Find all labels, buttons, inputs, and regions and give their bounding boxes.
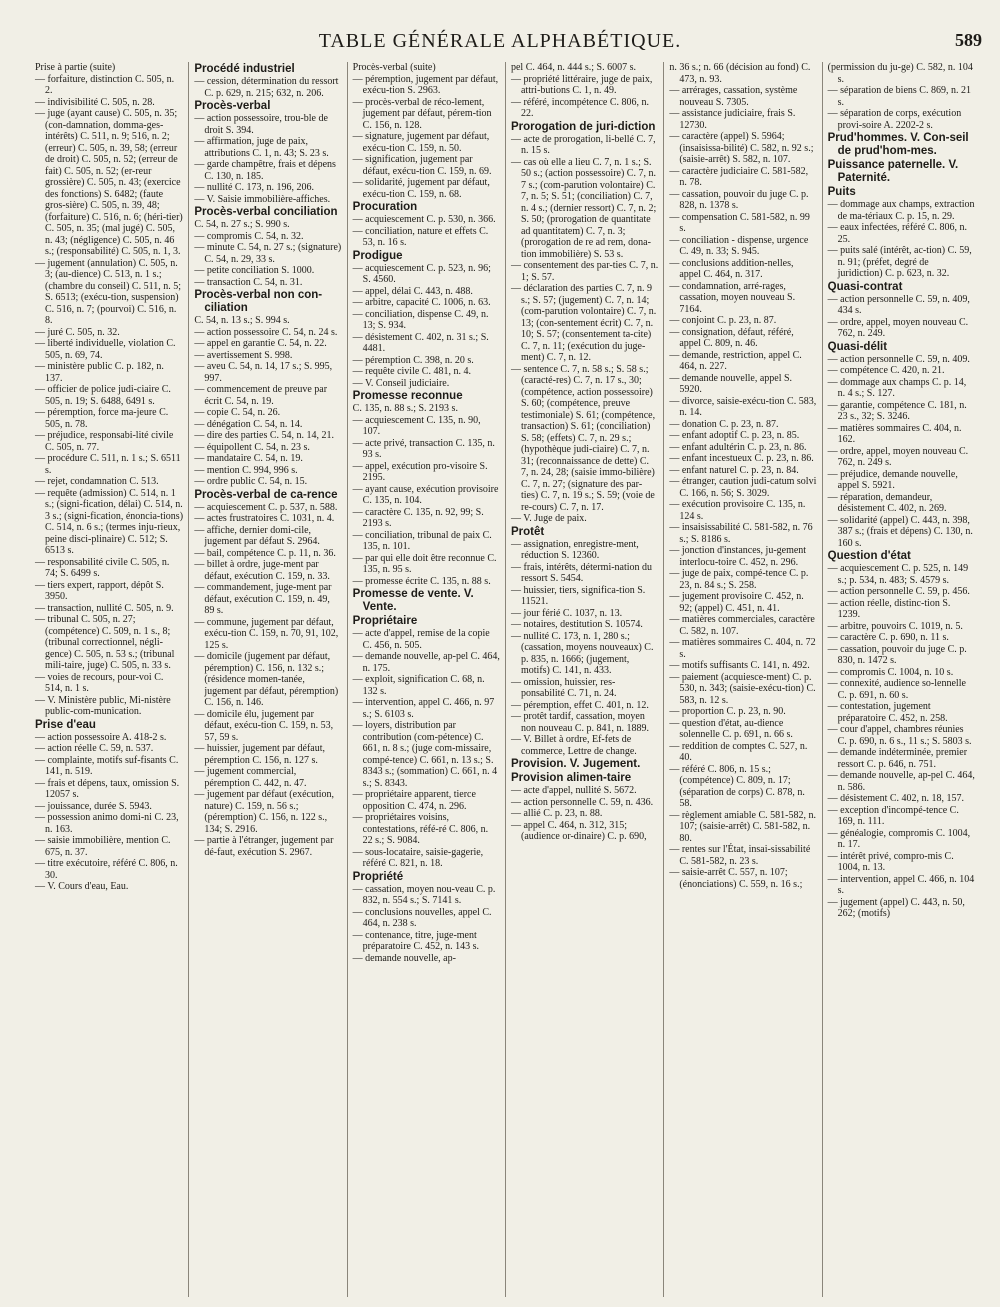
index-entry: — acquiescement C. p. 525, n. 149 s.; p. 534, n. 483; S. 4579 s. [827,563,969,586]
index-entry: — péremption C. 398, n. 20 s. [352,354,474,366]
index-entry: — caractère C. 135, n. 92, 99; S. 2193 s. [352,506,484,529]
index-entry: — séparation de corps, exécution provi-soire A. 2202-2 s. [827,108,962,131]
index-entry: — demande nouvelle, ap-pel C. 464, n. 175. [352,651,500,674]
index-entry: — conclusions addition-nelles, appel C. 464, n. 317. [669,257,794,280]
index-entry: — arbitre, pouvoirs C. 1019, n. 5. [827,620,963,632]
index-entry: — avertissement S. 998. [194,349,293,361]
index-entry: — V. Saisie immobilière-affiches. [194,193,331,205]
index-entry: — sous-locataire, saisie-gagerie, référé C. 821, n. 18. [352,846,484,869]
index-entry: — frais et dépens, taux, omission S. 12057 s. [35,777,180,800]
index-entry: — saisie-arrêt C. 557, n. 107; (énonciations) C. 559, n. 16 s.; [669,867,803,890]
index-entry: — étranger, caution judi-catum solvi C. 166, n. 56; S. 3029. [669,476,817,499]
index-entry: — action réelle, distinc-tion S. 1239. [827,597,951,620]
index-entry: — bail, compétence C. p. 11, n. 36. [194,547,336,559]
index-entry: — caractère (appel) S. 5964; (insaisissa-bilité) C. 582, n. 92 s.; (saisie-arrêt) S. 582, n. 107. [669,131,814,165]
index-entry: — demande nouvelle, ap- [352,952,456,964]
index-entry: — péremption, force ma-jeure C. 505, n. 78. [35,407,169,430]
index-entry: — propriétaire apparent, tierce opposition C. 474, n. 296. [352,789,476,812]
index-entry: — loyers, distribution par contribution (com-pétence) C. 661, n. 8 s.; (juge com-missaire, compé-tence) C. 661, n. 13 s.; S. 8343 s.; (sommation) C. 661, n. 4 s.; S. 8343. [352,720,498,789]
index-entry: — demande, restriction, appel C. 464, n. 227. [669,349,802,372]
index-heading: Prodigue [352,249,403,262]
index-entry: — action personnelle C. 59, p. 456. [827,586,970,597]
index-entry: — huissier, tiers, significa-tion S. 11521. [510,584,646,607]
index-column [822,62,980,1297]
index-entry: — domicile élu, jugement par défaut, exécu-tion C. 159, n. 53, 57, 59 s. [194,708,334,743]
index-entry: — acte d'appel, nullité S. 5672. [510,785,637,796]
index-entry: — garantie, compétence C. 181, n. 23 s., 32; S. 3246. [827,399,967,422]
index-entry: — action personnelle C. 59, n. 409. [827,353,970,365]
index-entry: — notaires, destitution S. 10574. [510,619,643,630]
index-entry: — ordre, appel, moyen nouveau C. 762, n. 249. [827,316,969,339]
index-entry: — jour férié C. 1037, n. 13. [510,607,623,619]
index-entry: — conjoint C. p. 23, n. 87. [669,315,777,326]
index-entry: — connexité, audience so-lennelle C. p. 691, n. 60 s. [827,678,966,701]
index-entry: — petite conciliation S. 1000. [194,265,315,276]
index-entry: — enfant incestueux C. p. 23, n. 86. [669,453,814,464]
index-entry: — acquiescement C. p. 523, n. 96; S. 4560. [352,262,491,285]
index-entry: — responsabilité civile C. 505, n. 74; S. 6499 s. [35,556,170,579]
index-entry: — rejet, condamnation C. 513. [35,476,159,487]
index-entry: — affiche, dernier domi-cile, jugement par défaut S. 2964. [194,524,320,547]
index-entry: — question d'état, au-dience solennelle C. p. 691, n. 66 s. [669,717,793,740]
index-entry: — procès-verbal de réco-lement, jugement par défaut, pérem-tion C. 156, n. 128. [352,96,492,131]
index-entry: — complainte, motifs suf-fisants C. 141, n. 519. [35,754,179,777]
index-column [30,62,188,1297]
index-column [188,62,346,1297]
index-entry: — acquiescement C. p. 537, n. 588. [194,501,338,513]
index-entry: — huissier, jugement par défaut, péremption C. 156, n. 127 s. [194,743,326,766]
index-heading: Procès-verbal non con-ciliation [194,289,323,314]
index-entry: — contenance, titre, juge-ment préparatoire C. 452, n. 143 s. [352,929,480,952]
index-entry: — juge (ayant cause) C. 505, n. 35; (con-damnation, domma-ges-intérêts) C. 511, n. 9; 516, n. 2; (erreur) C. 505, n. 39, 58; (erreur de droit) C. 505, n. 52; (erreur de fait) C. 505, n. 52; (er-reur grossière) C. 505, n. 43; (exercice des fonctions) S. 6482; (faute gros-sière) C. 505, n. 39, 48; (forfaiture) C. 516, n. 6; (héri-tier) C. 505, n. 35; (mal jugé) C. 505, n. 43; (négligence) C. 505, n. 46 s.; (responsabilité) C. 505, n. 1, 3. [35,108,183,257]
index-entry: — nullité C. 173, n. 196, 206. [194,182,315,193]
index-entry: — rentes sur l'État, insai-sissabilité C. 581-582, n. 23 s. [669,844,811,867]
index-entry: — consentement des par-ties C. 7, n. 1; S. 57. [510,260,659,283]
index-entry: — titre exécutoire, référé C. 806, n. 30. [35,858,178,881]
index-entry: — référé C. 806, n. 15 s.; (compétence) C. 809, n. 17; (séparation de corps) C. 878, n. 58. [669,763,805,809]
index-entry: — insaisissabilité C. 581-582, n. 76 s.; S. 8186 s. [669,522,813,545]
index-entry: — déclaration des parties C. 7, n. 9 s.; S. 57; (jugement) C. 7, n. 14; (com-parution volontaire) C. 7, n. 13; (con-sentement écrit) C. 7, n. 10; S. 57; (consentement ta-cite) C. 7, n. 11; (exécution du juge-ment) C. 7, n. 12. [510,283,657,363]
index-entry: — exception d'incompé-tence C. 169, n. 111. [827,804,959,827]
index-heading: Quasi-délit [827,340,888,353]
index-entry: — solidarité (appel) C. 443, n. 398, 387 s.; (frais et dépens) C. 130, n. 160 s. [827,514,973,549]
index-entry: — jouissance, durée S. 5943. [35,800,152,812]
index-entry: — omission, huissier, res-ponsabilité C. 71, n. 24. [510,676,617,699]
index-entry: — désistement C. 402, n. 31 s.; S. 4481. [352,331,489,354]
index-entry: — enfant adoptif C. p. 23, n. 85. [669,430,800,441]
index-entry: — ministère public C. p. 182, n. 137. [35,361,164,384]
index-entry: — intervention, appel C. 466, n. 104 s. [827,873,975,896]
index-entry: — matières commerciales, caractère C. 582, n. 107. [669,614,815,637]
index-entry: — mandataire C. 54, n. 19. [194,453,303,464]
index-entry: — cassation, pouvoir du juge C. p. 830, n. 1472 s. [827,643,967,666]
index-heading: Procuration [352,201,418,213]
index-entry: — ayant cause, exécution provisoire C. 135, n. 104. [352,483,499,506]
index-entry: — donation C. p. 23, n. 87. [669,418,779,430]
index-entry: — puits salé (intérêt, ac-tion) C. 59, n. 91; (préfet, degré de juridiction) C. p. 623, n. 32. [827,245,972,279]
page-title: TABLE GÉNÉRALE ALPHABÉTIQUE. [318,30,682,52]
index-entry: — tiers expert, rapport, dépôt S. 3950. [35,579,164,602]
index-entry: — eaux infectées, référé C. 806, n. 25. [827,222,968,245]
index-entry: — arbitre, capacité C. 1006, n. 63. [352,297,491,308]
index-entry: — arrérages, cassation, système nouveau S. 7305. [669,85,798,108]
index-entry: — partie à l'étranger, jugement par dé-faut, exécution S. 2967. [194,835,334,858]
index-entry: — exécution provisoire C. 135, n. 124 s. [669,499,806,522]
index-entry: — appel, exécution pro-visoire S. 2195. [352,460,488,483]
index-heading: Question d'état [827,550,911,562]
index-entry: — garde champêtre, frais et dépens C. 130, n. 185. [194,159,336,182]
index-entry: — V. Billet à ordre, Ef-fets de commerce, Lettre de change. [510,734,637,757]
index-entry: — jugement (annulation) C. 505, n. 3; (au-dience) C. 513, n. 1 s.; (chambre du conseil) C. 511, n. 5; S. 6513; (exécu-tion, suspension) C. 516, n. 7; (pourvoi) C. 516, n. 8. [35,257,181,326]
index-entry: — appel en garantie C. 54, n. 22. [194,338,327,349]
index-entry: — tribunal C. 505, n. 27; (compétence) C. 509, n. 1 s., 8; (tribunal correctionnel, négli-gence) C. 505, n. 53 s.; (tribunal mili-taire, juge) C. 505, n. 33 s. [35,614,175,671]
index-entry: — cour d'appel, chambres réunies C. p. 690, n. 6 s., 11 s.; S. 5803 s. [827,724,972,747]
index-entry: — appel, délai C. 443, n. 488. [352,285,473,297]
index-entry: — V. Juge de paix. [510,513,587,524]
index-entry: — action réelle C. 59, n. 537. [35,743,154,754]
index-entry: — sentence C. 7, n. 58 s.; S. 58 s.; (caracté-res) C. 7, n. 17 s., 30; (compétence, action possessoire) S. 60; (compétence, preuve testimoniale) S. 61; (compétence, transaction) S. 61; (conciliation) S. 58; (effets) C. 7, n. 29 s.; (hypothèque judi-ciaire) C. 7, n. 31; (reconnaissance de dette) C. 7, n. 24, 28; (saisie immo-bilière) C. 7, n. 27; (signature des par-ties) C. 7, n. 19 s.; S. 59; (voie de re-cours) C. 7, n. 17. [510,363,656,513]
index-heading: Procès-verbal [194,100,271,112]
index-entry: — acquiescement C. p. 530, n. 366. [352,214,496,225]
index-entry: — transaction C. 54, n. 31. [194,276,303,288]
index-entry: — requête (admission) C. 514, n. 1 s.; (signi-fication, délai) C. 514, n. 3 s.; (signi-fication, énoncia-tions) C. 514, n. 6 s.; (termes inju-rieux, peine disci-plinaire) C. 512; S. 6513 s. [35,487,184,556]
index-entry: — acte d'appel, remise de la copie C. 456, n. 505. [352,628,490,651]
index-entry: — préjudice, demande nouvelle, appel S. 5921. [827,468,958,491]
index-entry: — protêt tardif, cassation, moyen non nouveau C. p. 841, n. 1889. [510,711,650,734]
index-heading: Propriété [352,870,404,883]
index-entry: — action possessoire, trou-ble de droit S. 394. [194,113,328,136]
index-columns [30,62,980,1297]
index-entry: — promesse écrite C. 135, n. 88 s. [352,575,491,587]
index-entry: — commencement de preuve par écrit C. 54, n. 19. [194,384,328,407]
index-entry: Prise à partie (suite) [35,62,116,73]
index-entry: C. 135, n. 88 s.; S. 2193 s. [352,403,458,414]
index-entry: — motifs suffisants C. 141, n. 492. [669,660,810,671]
index-entry: — propriété littéraire, juge de paix, attri-butions C. 1, n. 49. [510,73,653,96]
index-entry: — compromis C. 54, n. 32. [194,230,304,242]
index-heading: Puits [827,186,856,198]
index-entry: — transaction, nullité C. 505, n. 9. [35,602,174,614]
index-entry: — demande nouvelle, ap-pel C. 464, n. 586. [827,770,975,793]
index-entry: Procès-verbal (suite) [352,62,436,73]
index-entry: — cassation, pouvoir du juge C. p. 828, n. 1378 s. [669,188,809,211]
index-column [505,62,663,1297]
index-entry: — affirmation, juge de paix, attributions C. 1, n. 43; S. 23 s. [194,136,329,159]
index-entry: — mention C. 994, 996 s. [194,464,298,476]
index-entry: — actes frustratoires C. 1031, n. 4. [194,513,335,524]
index-entry: n. 36 s.; n. 66 (décision au fond) C. 473, n. 93. [669,62,811,85]
index-entry: — billet à ordre, juge-ment par défaut, exécution C. 159, n. 33. [194,559,330,582]
page-header [0,30,1000,54]
index-heading: Prise d'eau [35,718,96,731]
index-entry: — enfant adultérin C. p. 23, n. 86. [669,441,807,453]
index-entry: C. 54, n. 13 s.; S. 994 s. [194,315,290,326]
index-entry: — liberté individuelle, violation C. 505, n. 69, 74. [35,338,176,361]
index-entry: — jugement provisoire C. 452, n. 92; (appel) C. 451, n. 41. [669,591,804,614]
index-entry: — cas où elle a lieu C. 7, n. 1 s.; S. 50 s.; (action possessoire) C. 7, n. 7 s.; (com-parution volontaire) C. 7, n. 5; S. 51; (conciliation) C. 7, n. 4 s.; (dernier ressort) C. 7, n. 2; S. 50; (prorogation de quantitate ad quantitatem) C. 7, n. 3; (prorogation de re ad rem, dona-tion immobilière) S. 53 s. [510,156,657,260]
index-entry: — cession, détermination du ressort C. p. 629, n. 215; 632, n. 206. [194,76,339,99]
index-heading: Propriétaire [352,615,418,627]
index-entry: — désistement C. 402, n. 18, 157. [827,793,965,804]
index-entry: — généalogie, compromis C. 1004, n. 17. [827,827,971,850]
index-entry: — jugement commercial, péremption C. 442, n. 47. [194,766,307,789]
index-entry: — compromis C. 1004, n. 10 s. [827,666,954,678]
index-entry: pel C. 464, n. 444 s.; S. 6007 s. [510,62,636,73]
index-entry: — divorce, saisie-exécu-tion C. 583, n. 14. [669,395,817,418]
index-entry: — équipollent C. 54, n. 23 s. [194,441,310,453]
index-entry: — exploit, signification C. 68, n. 132 s. [352,674,485,697]
index-heading: Quasi-contrat [827,280,903,293]
index-entry: — V. Cours d'eau, Eau. [35,881,129,892]
index-entry: — copie C. 54, n. 26. [194,407,281,418]
index-entry: — aveu C. 54, n. 14, 17 s.; S. 995, 997. [194,361,333,384]
index-entry: — paiement (acquiesce-ment) C. p. 530, n. 343; (saisie-exécu-tion) C. 583, n. 12 s. [669,671,816,706]
index-entry: — nullité C. 173, n. 1, 280 s.; (cassation, moyens nouveaux) C. p. 835, n. 1666; (jugement, motifs) C. 141, n. 433. [510,630,654,676]
index-entry: — par qui elle doit être reconnue C. 135, n. 95 s. [352,552,497,575]
index-heading: Provision. V. Jugement. [510,758,641,770]
index-entry: — jonction d'instances, ju-gement interlocu-toire C. 452, n. 296. [669,545,807,568]
index-heading: Prorogation de juri-diction [510,120,656,133]
index-heading: Procédé industriel [194,63,295,75]
index-entry: — V. Conseil judiciaire. [352,377,450,389]
index-entry: — compétence C. 420, n. 21. [827,365,945,376]
index-entry: — requête civile C. 481, n. 4. [352,366,471,377]
index-entry: — assignation, enregistre-ment, réduction S. 12360. [510,538,639,561]
index-entry: — juré C. 505, n. 32. [35,326,120,338]
index-entry: — enfant naturel C. p. 23, n. 84. [669,464,799,476]
index-entry: — dommage aux champs C. p. 14, n. 4 s.; S. 127. [827,376,967,399]
index-entry: — dire des parties C. 54, n. 14, 21. [194,430,335,441]
index-column [347,62,505,1297]
index-entry: — action personnelle C. 59, n. 436. [510,796,654,808]
index-entry: — caractère judiciaire C. 581-582, n. 78. [669,165,809,188]
index-entry: — commune, jugement par défaut, exécu-tion C. 159, n. 70, 91, 102, 125 s. [194,616,339,651]
index-entry: — jugement par défaut (exécution, nature) C. 159, n. 56 s.; (péremption) C. 156, n. 122 s., 134; S. 2916. [194,789,334,835]
index-entry: — matières sommaires C. 404, n. 162. [827,422,962,445]
index-entry: — préjudice, responsabi-lité civile C. 505, n. 77. [35,430,174,453]
index-entry: — demande indéterminée, premier ressort C. p. 646, n. 751. [827,747,968,770]
index-entry: — minute C. 54, n. 27 s.; (signature) C. 54, n. 29, 33 s. [194,242,342,265]
index-entry: — possession animo domi-ni C. 23, n. 163. [35,812,179,835]
index-entry: — cassation, moyen nou-veau C. p. 832, n. 554 s.; S. 7141 s. [352,883,496,906]
index-heading: Procès-verbal conciliation [194,206,338,218]
index-entry: — solidarité, jugement par défaut, exécu-tion C. 159, n. 68. [352,177,490,200]
index-heading: Prud'hommes. V. Con-seil de prud'hom-mes. [827,132,969,157]
index-entry: — conciliation - dispense, urgence C. 49, n. 33; S. 945. [669,234,809,257]
index-entry: — reddition de comptes C. 527, n. 40. [669,740,808,763]
index-entry: — acte de prorogation, li-bellé C. 7, n. 15 s. [510,133,656,156]
index-entry: — voies de recours, pour-voi C. 514, n. 1 s. [35,671,164,694]
index-entry: — indivisibilité C. 505, n. 28. [35,96,155,108]
index-entry: — V. Ministère public, Mi-nistère public-com-munication. [35,694,171,717]
index-heading: Provision alimen-taire [510,772,632,784]
index-entry: — propriétaires voisins, contestations, réfé-ré C. 806, n. 22 s.; S. 9084. [352,812,489,846]
index-entry: — péremption, effet C. 401, n. 12. [510,699,649,711]
index-entry: — compensation C. 581-582, n. 99 s. [669,211,810,234]
index-entry: — domicile (jugement par défaut, péremption) C. 156, n. 132 s.; (résidence momen-tanée, jugement par défaut, péremption) C. 156, n. 146. [194,651,339,708]
index-entry: — contestation, jugement préparatoire C. 452, n. 258. [827,701,948,724]
index-entry: — allié C. p. 23, n. 88. [510,808,603,819]
index-entry: — commandement, juge-ment par défaut, exécution C. 159, n. 49, 89 s. [194,582,332,616]
index-entry: — caractère C. p. 690, n. 11 s. [827,632,949,643]
index-entry: — dénégation C. 54, n. 14. [194,418,303,430]
index-entry: — procédure C. 511, n. 1 s.; S. 6511 s. [35,453,181,476]
index-entry: — séparation de biens C. 869, n. 21 s. [827,85,971,108]
index-entry: — frais, intérêts, détermi-nation du ressort S. 5454. [510,561,653,584]
index-entry: — condamnation, arré-rages, cassation, moyen nouveau S. 7164. [669,280,796,315]
index-entry: — demande nouvelle, appel S. 5920. [669,372,793,395]
index-entry: — réparation, demandeur, désistement C. 402, n. 269. [827,491,947,514]
index-entry: — proportion C. p. 23, n. 90. [669,706,786,717]
index-entry: — forfaiture, distinction C. 505, n. 2. [35,73,175,96]
page-number: 589 [955,30,982,50]
index-entry: — référé, incompétence C. 806, n. 22. [510,96,649,119]
index-heading: Procès-verbal de ca-rence [194,488,338,501]
index-entry: — consignation, défaut, référé, appel C. 809, n. 46. [669,326,794,349]
index-heading: Protêt [510,525,545,538]
index-entry: — officier de police judi-ciaire C. 505, n. 19; S. 6488, 6491 s. [35,384,171,407]
index-entry: — acquiescement C. 135, n. 90, 107. [352,414,481,437]
index-entry: — matières sommaires C. 404, n. 72 s. [669,637,816,660]
index-heading: Promesse de vente. V. Vente. [352,588,474,613]
index-entry: — action personnelle C. 59, n. 409, 434 s. [827,293,970,316]
index-entry: — assistance judiciaire, frais S. 12730. [669,108,796,131]
index-heading: Promesse reconnue [352,390,463,402]
index-column [663,62,821,1297]
index-entry: — intérêt privé, compro-mis C. 1004, n. 13. [827,850,954,873]
index-entry: — signature, jugement par défaut, exécu-tion C. 159, n. 50. [352,131,490,154]
index-heading: Puissance paternelle. V. Paternité. [827,159,959,184]
index-entry: — acte privé, transaction C. 135, n. 93 s. [352,437,495,460]
index-entry: — signification, jugement par défaut, exécu-tion C. 159, n. 69. [352,154,492,177]
index-entry: — conciliation, dispense C. 49, n. 13; S. 934. [352,308,489,331]
index-entry: — conclusions nouvelles, appel C. 464, n. 238 s. [352,906,492,929]
index-entry: — conciliation, tribunal de paix C. 135, n. 101. [352,529,492,552]
index-entry: — saisie immobilière, mention C. 675, n. 37. [35,835,171,858]
index-entry: — appel C. 464, n. 312, 315; (audience or-dinaire) C. p. 690, [510,819,647,842]
index-entry: — intervention, appel C. 466, n. 97 s.; S. 6103 s. [352,697,495,720]
index-entry: — dommage aux champs, extraction de ma-tériaux C. p. 15, n. 29. [827,199,975,222]
index-entry: C. 54, n. 27 s.; S. 990 s. [194,219,290,230]
index-entry: — ordre public C. 54, n. 15. [194,476,308,487]
index-entry: — action possessoire A. 418-2 s. [35,731,167,743]
index-entry: — action possessoire C. 54, n. 24 s. [194,326,338,338]
index-entry: — péremption, jugement par défaut, exécu-tion S. 2963. [352,73,499,96]
index-entry: — ordre, appel, moyen nouveau C. 762, n. 249 s. [827,445,969,468]
index-entry: (permission du ju-ge) C. 582, n. 104 s. [827,62,973,85]
index-entry: — règlement amiable C. 581-582, n. 107; (saisie-arrêt) C. 581-582, n. 80. [669,809,816,844]
index-entry: — jugement (appel) C. 443, n. 50, 262; (motifs) [827,896,965,919]
index-entry: — conciliation, nature et effets C. 53, n. 16 s. [352,225,489,248]
index-entry: — juge de paix, compé-tence C. p. 23, n. 84 s.; S. 258. [669,568,809,591]
